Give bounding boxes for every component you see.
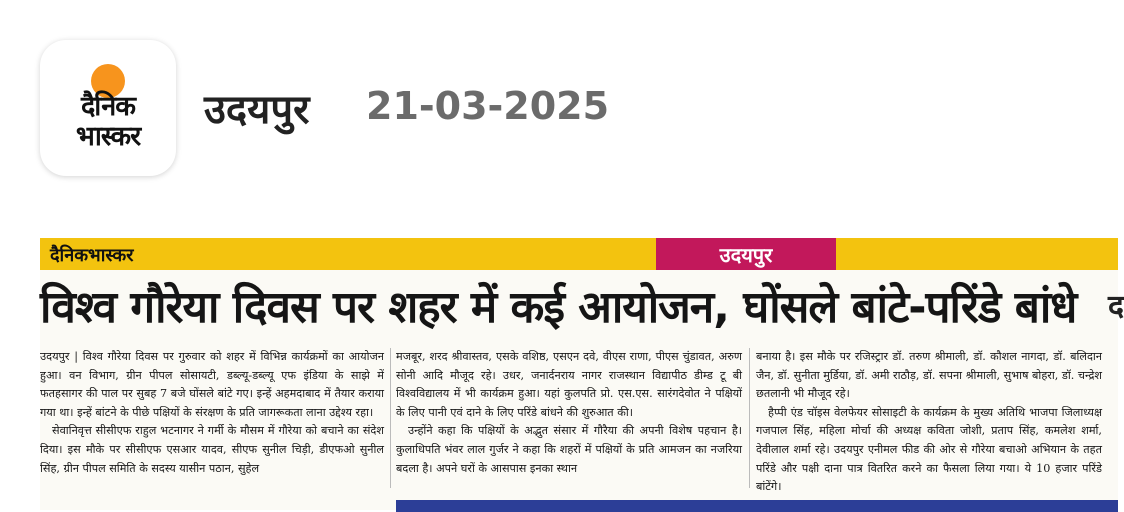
band-brand-text: दैनिकभास्कर <box>50 245 134 266</box>
article-column-1 <box>40 348 384 478</box>
brand-band <box>40 238 656 270</box>
column-1-paragraph-2: सेवानिवृत्त सीसीएफ राहुल भटनागर ने गर्मी के मौसम में गौरेया को बचाने का संदेश दिया। इस मौके पर सीसीएफ एसआर यादव, सीएफ सुनील चिड़ी, डीएफओ सुनील सिंह, ग्रीन पीपल समिति के सदस्य यासीन पठान, सुहेल <box>40 424 384 475</box>
photo-strip <box>396 500 1118 512</box>
column-divider <box>390 348 391 488</box>
column-2-paragraph-2: उन्होंने कहा कि पक्षियों के अद्भुत संसार में गौरैया की अपनी विशेष पहचान है। कुलाधिपति भंवर लाल गुर्जर ने कहा कि शहरों में पक्षियों के प्रति आमजन का नजरिया बदला है। अपने घरों के आसपास इनका स्थान <box>396 424 742 475</box>
article-headline: विश्व गौरेया दिवस पर शहर में कई आयोजन, घोंसले बांटे-परिंडे बांधे <box>40 282 1077 333</box>
brand-band-right <box>836 238 1118 270</box>
column-2-paragraph-1: मजबूर, शरद श्रीवास्तव, एसके वशिष्ठ, एसएन दवे, वीएस राणा, पीएस चुंडावत, अरुण सोनी आदि मौजूद रहे। उधर, जनार्दनराय नागर राजस्थान विद्यापीठ डीम्ड टू बी विश्वविद्यालय में भी कार्यक्रम हुआ। यहां कुलपति प्रो. एस.एस. सारंगदेवोत ने पक्षियों के लिए पानी एवं दाने के लिए परिंडे बांधने की शुरुआत की। <box>396 350 742 419</box>
newspaper-clipping <box>40 238 1124 510</box>
article-column-2 <box>396 348 742 478</box>
section-label: उदयपुर <box>719 242 773 267</box>
edition-date: 21-03-2025 <box>366 84 610 128</box>
cut-off-glyph: द <box>1108 289 1124 324</box>
column-3-paragraph-1: बनाया है। इस मौके पर रजिस्ट्रार डॉ. तरुण श्रीमाली, डॉ. कौशल नागदा, डॉ. बलिदान जैन, डॉ. सुनीता मुर्डिया, डॉ. अमी राठौड़, डॉ. सपना श्रीमाली, सुभाष बोहरा, डॉ. चन्द्रेश छतलानी भी मौजूद रहे। <box>756 350 1102 401</box>
article-column-3 <box>756 348 1102 497</box>
dainik-bhaskar-app-logo <box>40 40 176 176</box>
section-band <box>656 238 836 270</box>
edition-city: उदयपुर <box>204 87 310 133</box>
column-3-paragraph-2: हैप्पी एंड चॉइस वेलफेयर सोसाइटी के कार्यक्रम के मुख्य अतिथि भाजपा जिलाध्यक्ष गजपाल सिंह, महिला मोर्चा की अध्यक्ष कविता जोशी, प्रताप सिंह, कमलेश शर्मा, देवीलाल शर्मा रहे। उदयपुर एनीमल फीड की ओर से गौरेया बचाओ अभियान के तहत परिंडे और पक्षी दाना पात्र वितरित करने का फैसला लिया गया। ये 10 हजार परिंडे बांटेंगे। <box>756 405 1102 494</box>
logo-word-bhaskar: भास्कर <box>75 121 141 152</box>
column-1-paragraph-1: उदयपुर | विश्व गौरेया दिवस पर गुरुवार को शहर में विभिन्न कार्यक्रमों का आयोजन हुआ। वन विभाग, ग्रीन पीपल सोसायटी, डब्ल्यू-डब्ल्यू एफ इंडिया के साझे में फतहसागर की पाल पर सुबह 7 बजे घोंसले बांटे गए। इन्हें अहमदाबाद में तैयार कराया गया था। इन्हें बांटने के पीछे पक्षियों के संरक्षण के प्रति जागरूकता लाना उद्देश्य रहा। <box>40 350 384 419</box>
column-divider <box>749 348 750 488</box>
logo-word-dainik: दैनिक <box>80 91 136 122</box>
